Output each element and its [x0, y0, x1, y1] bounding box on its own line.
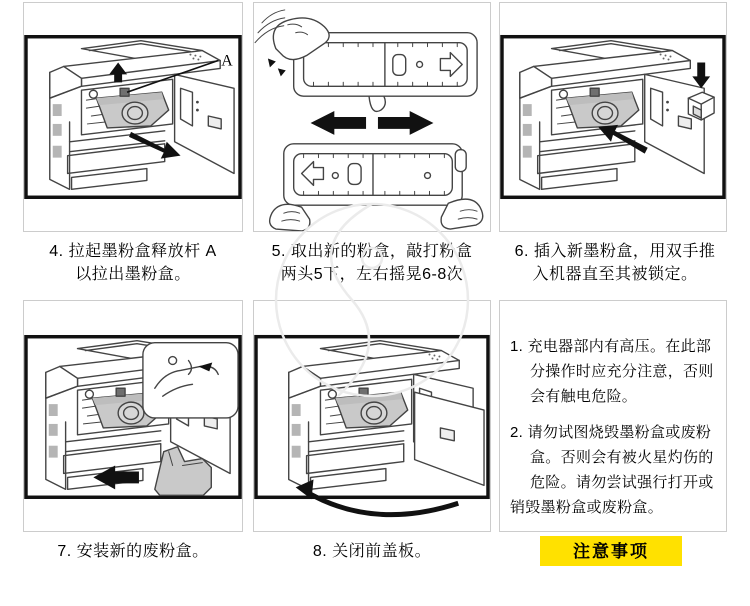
shake-left-arrow-icon [311, 111, 367, 135]
shake-right-arrow-icon [378, 111, 434, 135]
close-cover-arrow-icon [306, 491, 459, 514]
caption-step6 [495, 240, 735, 286]
caption-step5-line1: 5. 取出新的粉盒，敲打粉盒 [271, 243, 473, 260]
insert-arrow-icon [598, 125, 648, 154]
caption-step4-line2: 以拉出墨粉盒。 [75, 266, 191, 283]
panel-step8 [253, 300, 491, 532]
caption-step5-line2: 两头5下，左右摇晃6-8次 [280, 266, 464, 283]
warning-text [500, 301, 726, 520]
label-a: A [221, 52, 233, 70]
panel-step6 [499, 2, 727, 232]
caption-step8: 8. 关闭前盖板。 [312, 543, 432, 560]
pull-out-arrow-icon [129, 132, 181, 159]
pointing-finger [369, 96, 385, 111]
holding-hand-left [270, 204, 310, 231]
caption-step4 [10, 240, 256, 286]
caption-step6-line2: 入机器直至其被锁定。 [532, 266, 698, 283]
caption-step4-line1: 4. 拉起墨粉盒释放杆 A [49, 243, 217, 260]
warning-item-2: 2. 请勿试图烧毁墨粉盒或废粉 盒。否则会有被火星灼伤的 危险。请勿尝试强行打开或 销毁墨粉盒或废粉盒。 [510, 424, 714, 516]
caption-step7: 7. 安装新的废粉盒。 [57, 543, 209, 560]
toner-cartridge-bottom [284, 144, 462, 205]
panel-step5 [253, 2, 491, 232]
notice-button[interactable]: 注意事项 [540, 536, 682, 566]
panel-warnings [499, 300, 727, 532]
lock-down-arrow-icon [692, 62, 710, 88]
warning-item-1: 1. 充电器部内有高压。在此部 分操作时应充分注意，否则 会有触电危险。 [510, 338, 714, 405]
panel-step7 [23, 300, 243, 532]
panel-step4 [23, 2, 243, 232]
caption-step6-line1: 6. 插入新墨粉盒，用双手推 [514, 243, 716, 260]
latch-inset-detail [143, 343, 238, 418]
caption-step5 [253, 240, 491, 286]
